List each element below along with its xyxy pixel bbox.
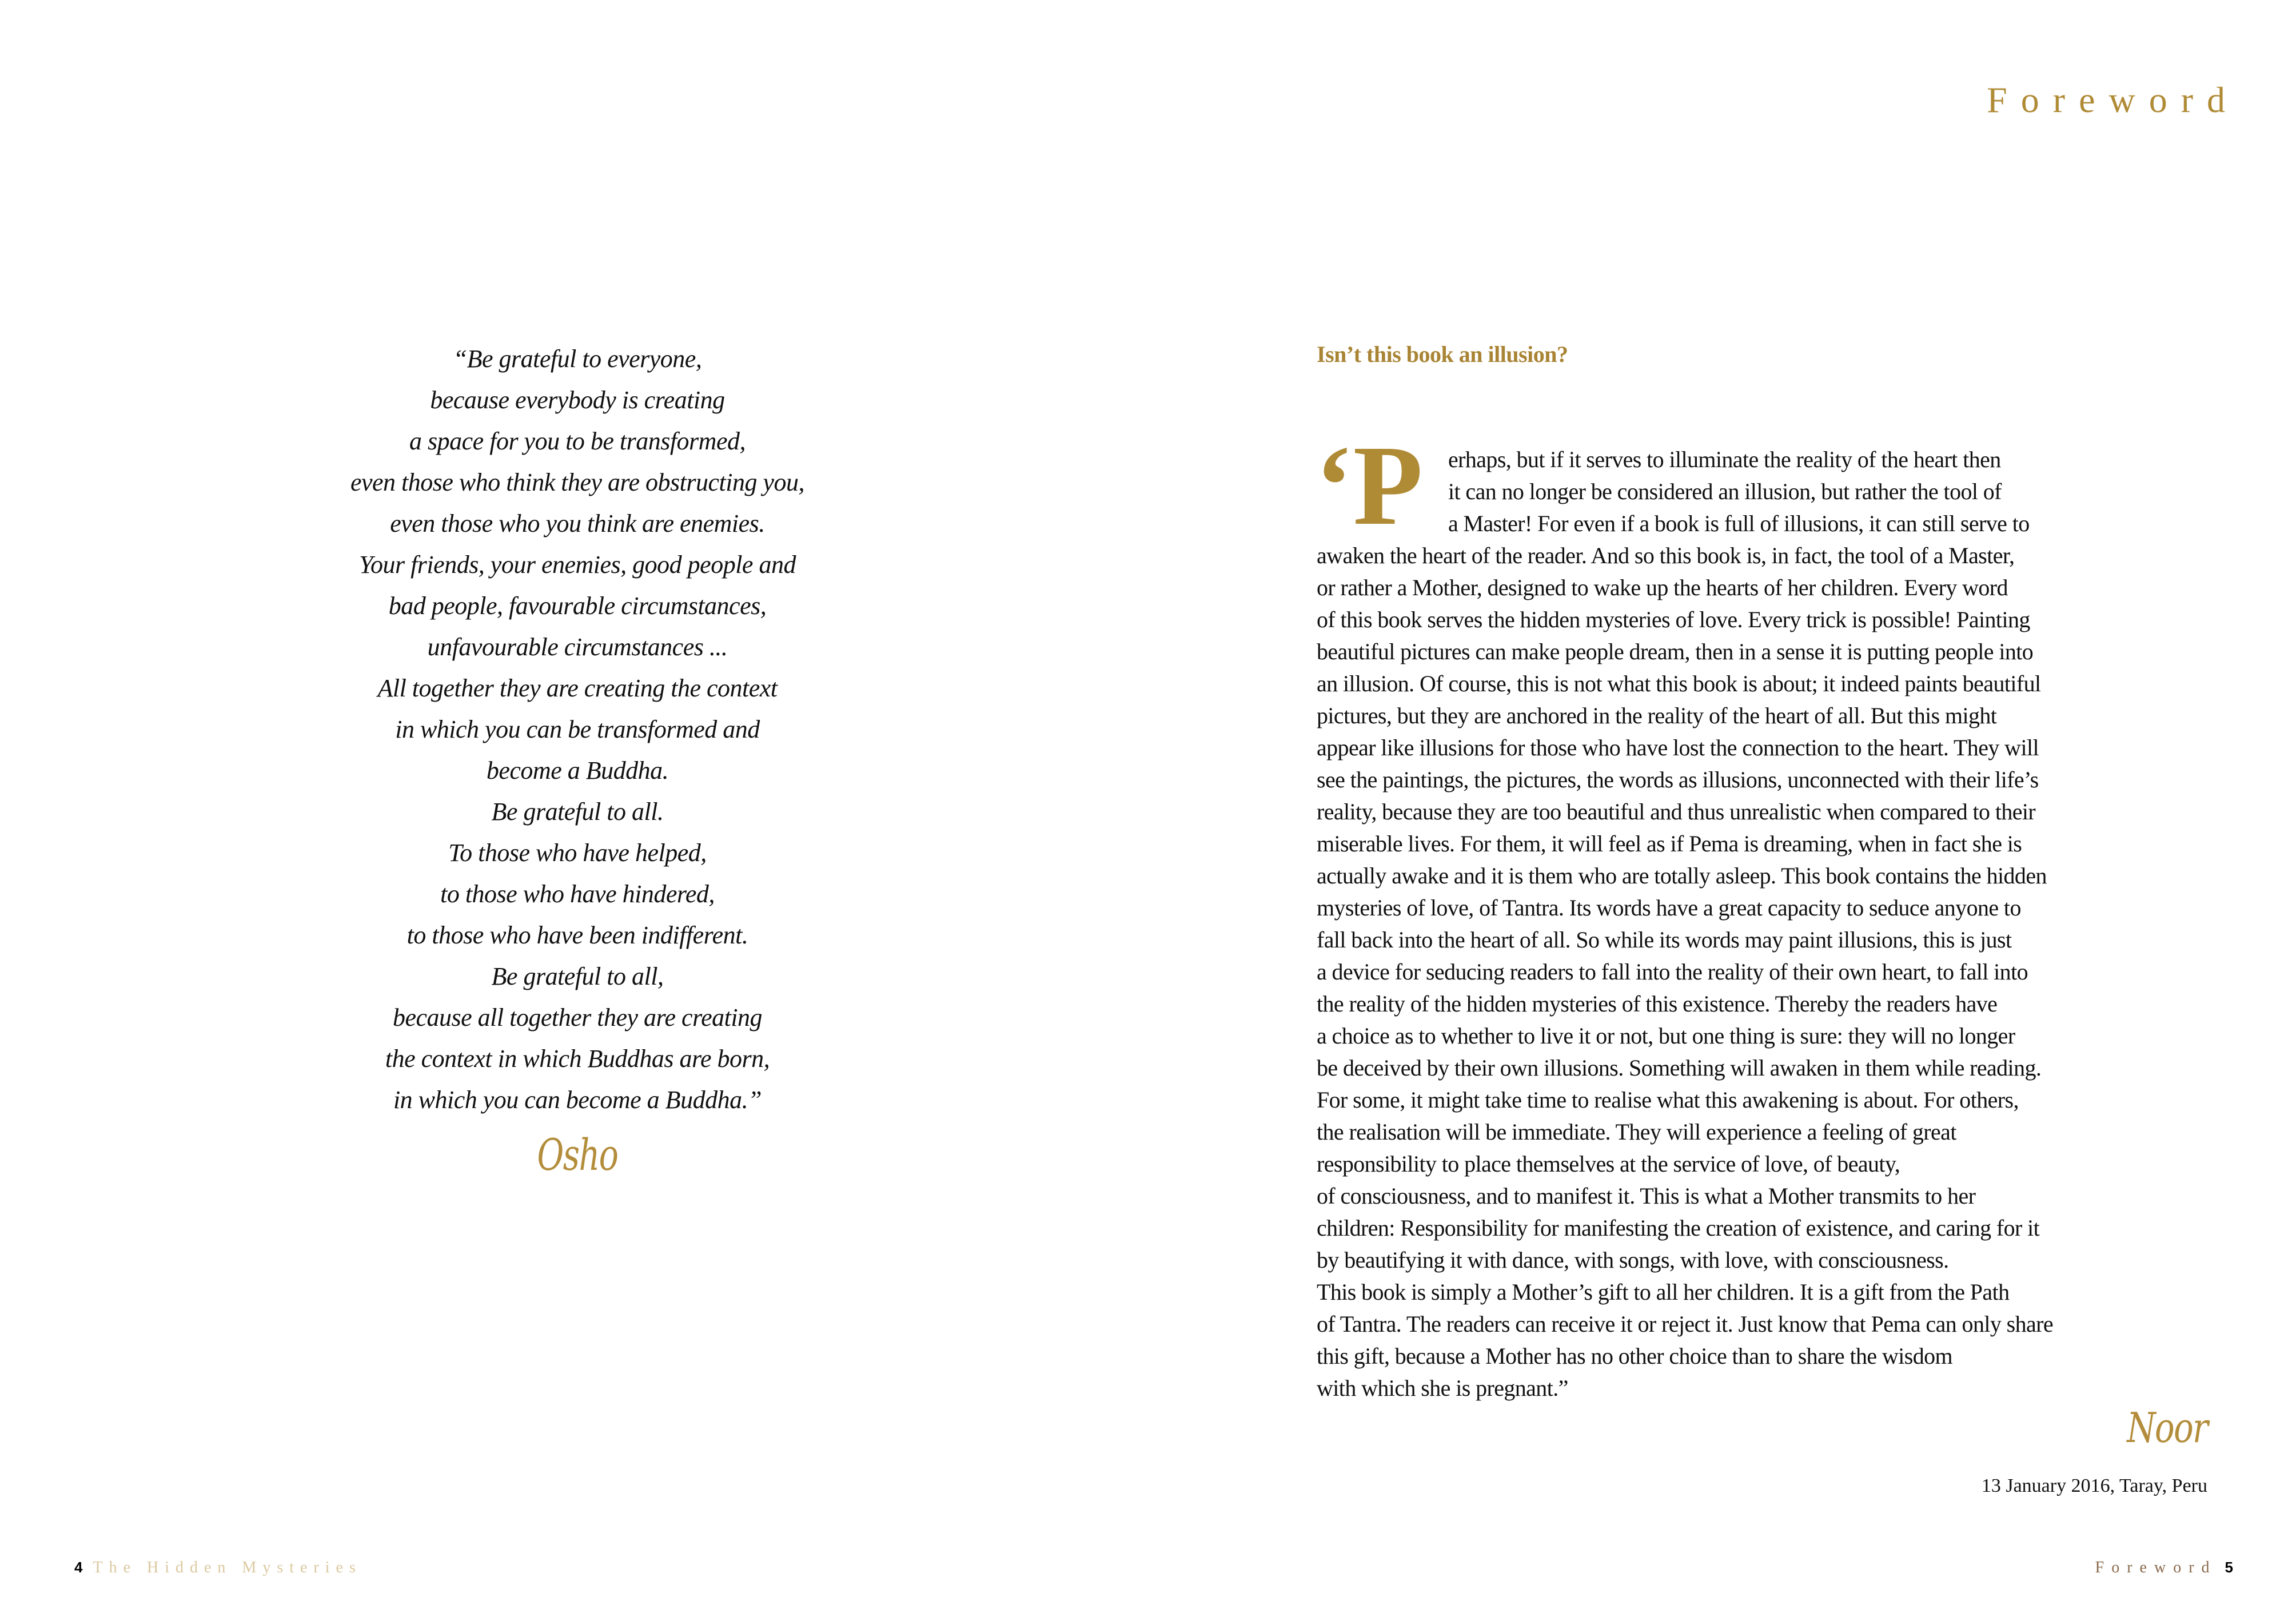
body-line: mysteries of love, of Tantra. Its words have a great capacity to seduce anyone to xyxy=(1317,895,2021,921)
body-line: a device for seducing readers to fall into the reality of their own heart, to fall into xyxy=(1317,959,2028,985)
signature-noor: Noor xyxy=(2127,1404,2207,1452)
right-page xyxy=(1148,0,2296,1621)
body-line: beautiful pictures can make people dream, then in a sense it is putting people into xyxy=(1317,639,2034,664)
section-heading: Isn’t this book an illusion? xyxy=(1317,341,1568,367)
quote-line: because all together they are creating xyxy=(392,1003,763,1031)
body-line: of Tantra. The readers can receive it or reject it. Just know that Pema can only share xyxy=(1317,1311,2054,1337)
body-line: For some, it might take time to realise what this awakening is about. For others, xyxy=(1317,1087,2019,1113)
body-line: see the paintings, the pictures, the words as illusions, unconnected with their life’s xyxy=(1317,767,2039,792)
quote-line: because everybody is creating xyxy=(430,386,725,414)
quote-line: To those who have helped, xyxy=(448,839,707,867)
body-line: This book is simply a Mother’s gift to all her children. It is a gift from the Path xyxy=(1317,1279,2010,1305)
body-line: of this book serves the hidden mysteries of love. Every trick is possible! Painting xyxy=(1317,607,2030,632)
body-line: appear like illusions for those who have lost the connection to the heart. They will xyxy=(1317,735,2039,760)
quote-line: in which you can be transformed and xyxy=(395,715,760,743)
footer-left xyxy=(74,1559,362,1577)
body-line: actually awake and it is them who are totally asleep. This book contains the hidden xyxy=(1317,863,2047,889)
quote-line: unfavourable circumstances ... xyxy=(427,633,728,661)
drop-cap: ‘P xyxy=(1315,423,1423,549)
body-line: the reality of the hidden mysteries of this existence. Thereby the readers have xyxy=(1317,991,1998,1017)
body-line: reality, because they are too beautiful and thus unrealistic when compared to their xyxy=(1317,799,2036,825)
footer-right xyxy=(2095,1559,2233,1577)
quote-line: become a Buddha. xyxy=(486,756,669,784)
body-line: pictures, but they are anchored in the reality of the heart of all. But this might xyxy=(1317,703,1997,728)
body-line: a Master! For even if a book is full of illusions, it can still serve to xyxy=(1448,511,2030,536)
body-line: awaken the heart of the reader. And so this book is, in fact, the tool of a Master, xyxy=(1317,543,2015,568)
quote-line: Be grateful to all, xyxy=(491,962,664,990)
body-line: miserable lives. For them, it will feel as if Pema is dreaming, when in fact she is xyxy=(1317,831,2022,857)
quote-line: the context in which Buddhas are born, xyxy=(385,1045,770,1073)
epigraph-quote xyxy=(343,338,812,1121)
page-number: 5 xyxy=(2225,1559,2233,1576)
quote-line: bad people, favourable circumstances, xyxy=(388,592,767,620)
quote-line: All together they are creating the context xyxy=(377,674,778,702)
chapter-title: Foreword xyxy=(1987,79,2239,120)
signature-osho: Osho xyxy=(537,1129,618,1180)
body-line: a choice as to whether to live it or not, but one thing is sure: they will no longer xyxy=(1317,1023,2015,1049)
quote-line: in which you can become a Buddha.” xyxy=(393,1086,762,1114)
quote-line: Your friends, your enemies, good people and xyxy=(359,551,796,579)
quote-line: even those who think they are obstructing you, xyxy=(350,468,805,496)
body-line: or rather a Mother, designed to wake up the hearts of her children. Every word xyxy=(1317,575,2008,600)
quote-line: Be grateful to all. xyxy=(491,798,664,826)
body-paragraph xyxy=(1317,444,2209,1404)
body-line: an illusion. Of course, this is not what this book is about; it indeed paints beautiful xyxy=(1317,671,2041,696)
body-line: erhaps, but if it serves to illuminate the reality of the heart then xyxy=(1448,447,2001,472)
body-line: the realisation will be immediate. They will experience a feeling of great xyxy=(1317,1119,1956,1145)
quote-line: a space for you to be transformed, xyxy=(409,427,746,455)
section-title-footer: Foreword xyxy=(2095,1559,2217,1576)
quote-line: to those who have hindered, xyxy=(440,880,715,908)
quote-line: to those who have been indifferent. xyxy=(406,921,748,949)
body-line: be deceived by their own illusions. Something will awaken in them while reading. xyxy=(1317,1055,2042,1081)
quote-line: “Be grateful to everyone, xyxy=(453,345,702,373)
body-line: by beautifying it with dance, with songs, with love, with consciousness. xyxy=(1317,1247,1949,1273)
body-line: of consciousness, and to manifest it. This is what a Mother transmits to her xyxy=(1317,1183,1976,1209)
page-number: 4 xyxy=(74,1559,83,1576)
body-line: this gift, because a Mother has no other choice than to share the wisdom xyxy=(1317,1343,1953,1369)
body-line: with which she is pregnant.” xyxy=(1317,1375,1568,1401)
book-title: The Hidden Mysteries xyxy=(93,1559,362,1576)
body-line: children: Responsibility for manifesting the creation of existence, and caring for it xyxy=(1317,1215,2040,1241)
body-line: fall back into the heart of all. So while its words may paint illusions, this is just xyxy=(1317,927,2012,953)
body-line: it can no longer be considered an illusion, but rather the tool of xyxy=(1448,479,2002,504)
dateline: 13 January 2016, Taray, Peru xyxy=(1981,1475,2207,1496)
body-line: responsibility to place themselves at the service of love, of beauty, xyxy=(1317,1151,1900,1177)
quote-line: even those who you think are enemies. xyxy=(390,509,765,537)
